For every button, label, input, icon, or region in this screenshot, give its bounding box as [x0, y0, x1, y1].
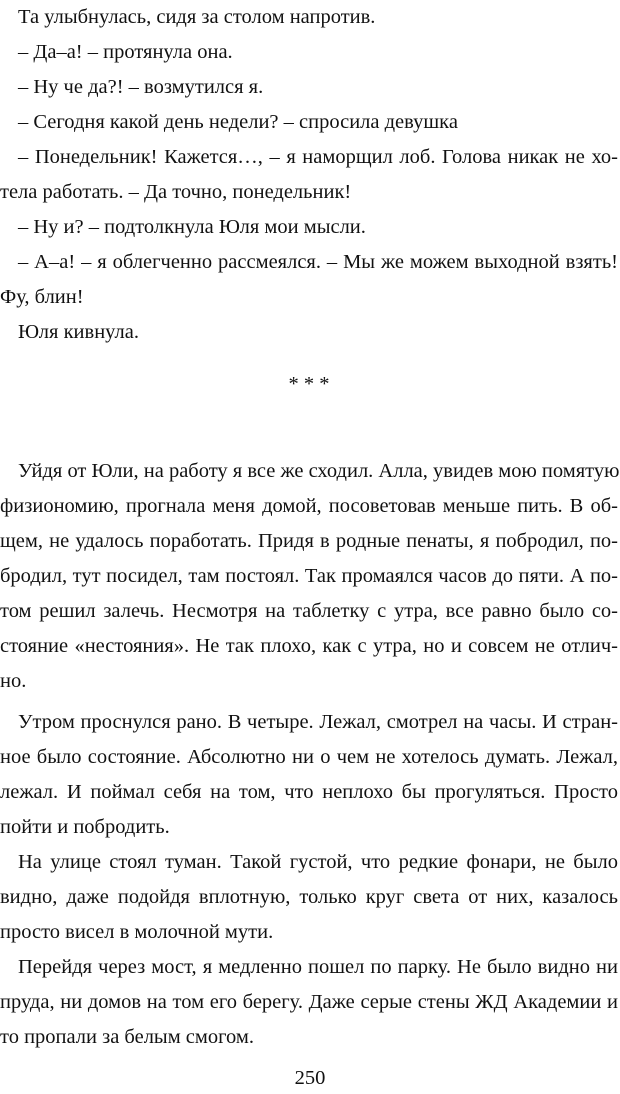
section-separator: * * *	[288, 373, 330, 395]
text-line: бродил, тут посидел, там постоял. Так промаялся часов до пяти. А по-	[0, 565, 618, 587]
text-line: – Понедельник! Кажется…, – я наморщил лоб. Голова никак не хо-	[18, 146, 618, 168]
text-line: Утром проснулся рано. В четыре. Лежал, смотрел на часы. И стран-	[18, 711, 618, 733]
text-line: физиономию, прогнала меня домой, посоветовав меньше пить. В об-	[0, 495, 618, 517]
paragraph	[0, 35, 618, 70]
text-line: пойти и побродить.	[0, 816, 170, 838]
paragraph	[0, 245, 618, 315]
text-line: – А–а! – я облегченно рассмеялся. – Мы же можем выходной взять!	[18, 251, 618, 273]
paragraph	[0, 0, 618, 35]
text-line: стояние «нестояния». Не так плохо, как с утра, но и совсем не отлич-	[0, 635, 618, 657]
text-line: то пропали за белым смогом.	[0, 1026, 254, 1048]
text-line: На улице стоял туман. Такой густой, что редкие фонари, не было	[18, 851, 618, 873]
text-line: – Сегодня какой день недели? – спросила девушка	[18, 111, 458, 133]
text-block-dialogue	[0, 0, 618, 350]
paragraph	[0, 70, 618, 105]
text-line: Та улыбнулась, сидя за столом напротив.	[18, 6, 376, 28]
text-block-narrative	[0, 454, 618, 1055]
paragraph	[0, 210, 618, 245]
paragraph	[0, 950, 618, 1055]
paragraph	[0, 140, 618, 210]
page-number: 250	[294, 1067, 326, 1089]
text-line: тела работать. – Да точно, понедельник!	[0, 181, 352, 203]
text-line: пруда, ни домов на том его берегу. Даже серые стены ЖД Академии и	[0, 991, 618, 1013]
paragraph	[0, 454, 618, 699]
paragraph	[0, 315, 618, 350]
text-line: том решил залечь. Несмотря на таблетку с утра, все равно было со-	[0, 600, 618, 622]
text-line: Перейдя через мост, я медленно пошел по парку. Не было видно ни	[18, 956, 618, 978]
paragraph	[0, 105, 618, 140]
text-line: щем, не удалось поработать. Придя в родные пенаты, я побродил, по-	[0, 530, 618, 552]
text-line: – Да–а! – протянула она.	[18, 41, 233, 63]
text-line: Фу, блин!	[0, 286, 84, 308]
text-line: Уйдя от Юли, на работу я все же сходил. Алла, увидев мою помятую	[18, 460, 620, 482]
text-line: но.	[0, 670, 27, 692]
text-line: Юля кивнула.	[18, 321, 139, 343]
text-line: – Ну че да?! – возмутился я.	[18, 76, 264, 98]
text-line: – Ну и? – подтолкнула Юля мои мысли.	[18, 216, 366, 238]
paragraph	[0, 705, 618, 845]
text-line: ное было состояние. Абсолютно ни о чем не хотелось думать. Лежал,	[0, 746, 618, 768]
paragraph	[0, 845, 618, 950]
text-line: видно, даже подойдя вплотную, только круг света от них, казалось	[0, 886, 618, 908]
text-line: просто висел в молочной мути.	[0, 921, 274, 943]
text-line: лежал. И поймал себя на том, что неплохо бы прогуляться. Просто	[0, 781, 618, 803]
